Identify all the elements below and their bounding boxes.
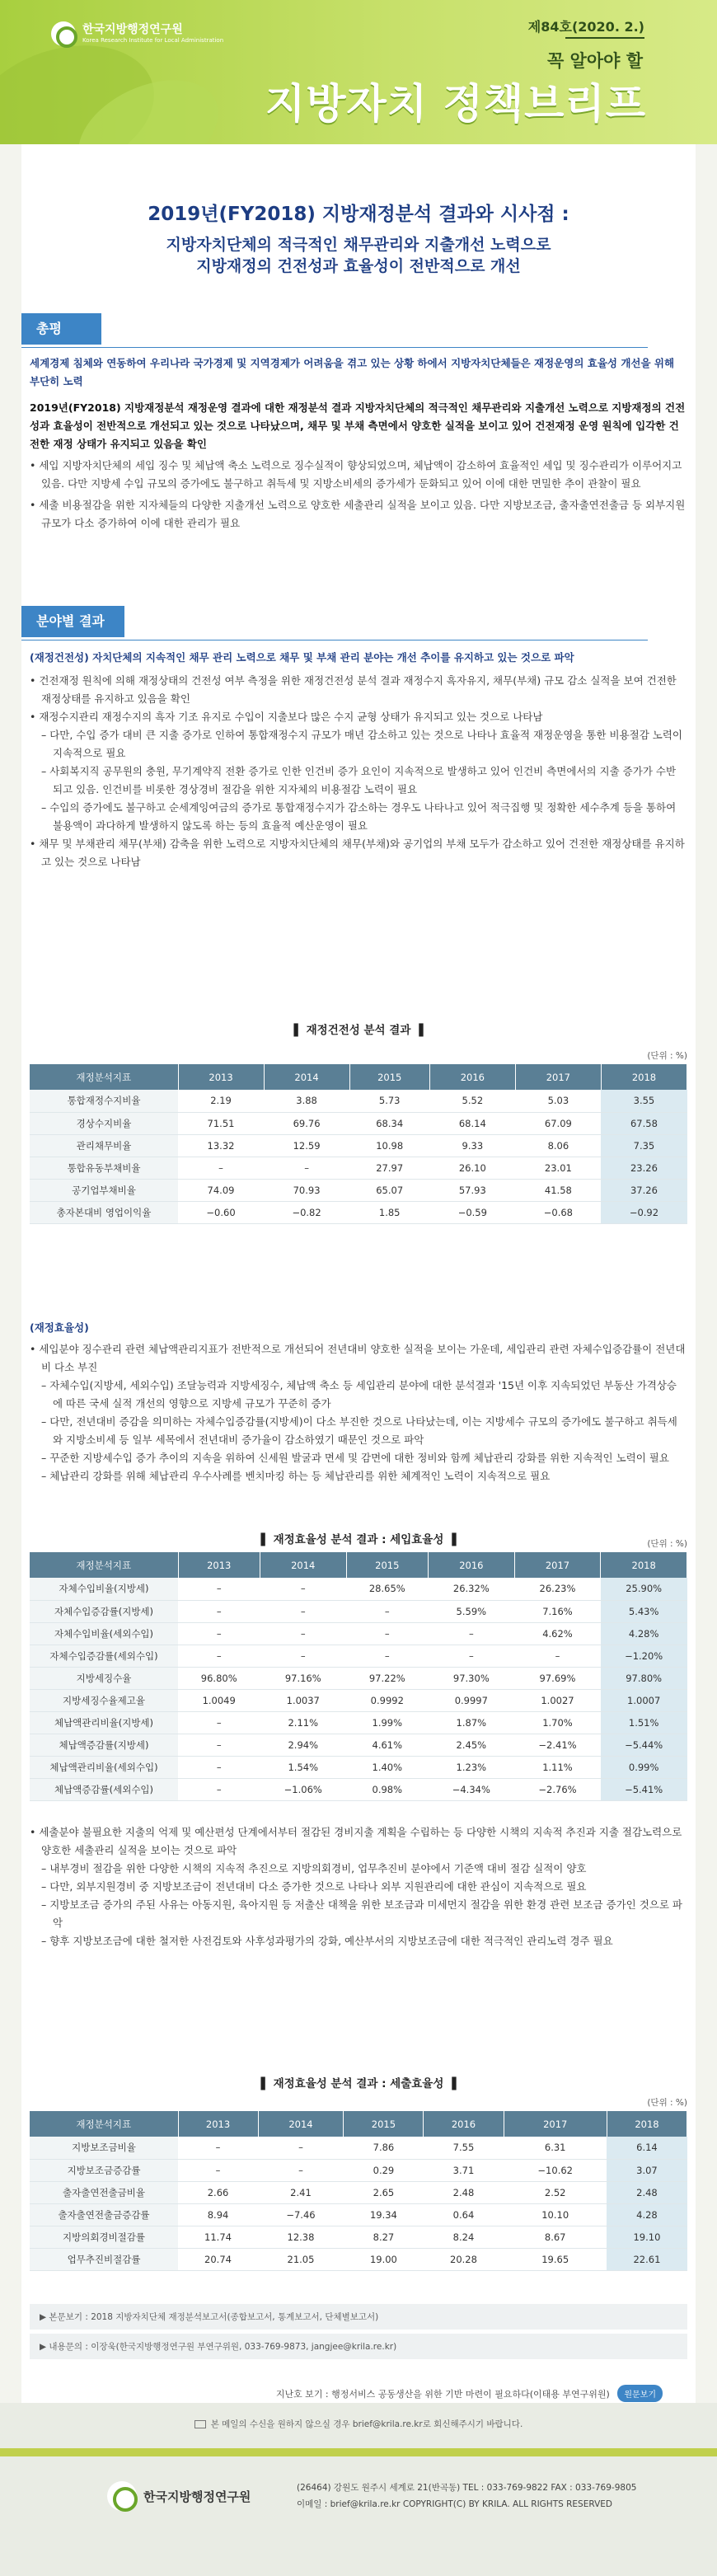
table-cell: – — [178, 1734, 260, 1756]
logo-icon — [107, 2481, 137, 2511]
table-cell: 5.73 — [349, 1090, 429, 1112]
table-cell: 19.65 — [504, 2248, 607, 2270]
table-cell: – — [178, 1578, 260, 1600]
table-cell: – — [178, 1756, 260, 1778]
table-cell: 통합재정수지비율 — [30, 1090, 178, 1112]
table-cell: 1.0007 — [601, 1689, 687, 1711]
org-logo — [51, 21, 223, 46]
table-cell: 37.26 — [601, 1179, 687, 1201]
table-cell: 지방보조금증감률 — [30, 2159, 178, 2181]
table-cell: 25.90% — [601, 1578, 687, 1600]
table-cell: 2.41 — [258, 2181, 344, 2203]
table-cell: 지방보조금비율 — [30, 2137, 178, 2159]
table-cell: 70.93 — [264, 1179, 349, 1201]
table-row — [30, 1734, 687, 1756]
table-cell: 1.0027 — [514, 1689, 601, 1711]
table-row — [30, 1756, 687, 1778]
table-cell: 7.86 — [344, 2137, 424, 2159]
efficiency-dash: – 체납관리 강화를 위해 체납관리 우수사례를 벤치마킹 하는 등 체납관리를 위한 체계적인 노력이 지속적으로 필요 — [41, 1470, 551, 1482]
table-cell: – — [429, 1645, 515, 1667]
column-header: 2016 — [429, 1064, 515, 1090]
footer-copyright: 이메일 : brief@krila.re.kr COPYRIGHT(C) BY KRILA. ALL RIGHTS RESERVED — [297, 2499, 612, 2509]
table-cell: 자체수입증감률(지방세) — [30, 1600, 178, 1622]
summary-lead: 세계경제 침체와 연동하여 우리나라 국가경제 및 지역경제가 어려움을 겪고 있는 상황 하에서 지방자치단체들은 재정운영의 효율성 개선을 위해 부단히 노력 — [30, 357, 675, 387]
column-header: 2018 — [607, 2111, 687, 2137]
table-cell: 97.80% — [601, 1667, 687, 1689]
column-header: 2015 — [349, 1064, 429, 1090]
table-cell: 체납액증감률(세외수입) — [30, 1778, 178, 1800]
efficiency-dash: – 다만, 전년대비 증감을 의미하는 자체수입증감률(지방세)이 다소 부진한 것으로 나타났는데, 이는 지방세수 규모의 증가에도 불구하고 취득세와 지방소비세 등 일부 세목에서 전년대비 증가율이 감소하였기 때문인 것으로 파악 — [41, 1415, 677, 1446]
table-row — [30, 2226, 687, 2248]
table-cell: −0.60 — [178, 1201, 264, 1223]
table-cell: 7.35 — [601, 1134, 687, 1157]
revenue-efficiency-table — [30, 1552, 687, 1801]
table-cell: 22.61 — [607, 2248, 687, 2270]
table-row — [30, 1622, 687, 1645]
column-header: 2017 — [504, 2111, 607, 2137]
efficiency-dash: – 자체수입(지방세, 세외수입) 조달능력과 지방세징수, 체납액 축소 등 세입관리 분야에 대한 분석결과 '15년 이후 지속되었던 부동산 가격상승에 따른 국세 실적 개선의 영향으로 지방세 규모가 꾸준히 증가 — [41, 1379, 677, 1410]
table-cell: 19.34 — [344, 2203, 424, 2226]
table-cell: 23.26 — [601, 1157, 687, 1179]
table-cell: 1.51% — [601, 1711, 687, 1734]
table-row — [30, 1201, 687, 1223]
efficiency-dash: – 꾸준한 지방세수입 증가 추이의 지속을 위하여 신세원 발굴과 면세 및 감면에 대한 정비와 함께 체납관리 강화를 위한 지속적인 노력이 필요 — [41, 1452, 669, 1464]
column-header: 재정분석지표 — [30, 1064, 178, 1090]
results-dash: – 사회복지직 공무원의 충원, 무기계약직 전환 증가로 인한 인건비 증가 요인이 지속적으로 발생하고 있어 인건비 측면에서의 지출 증가가 수반되고 있음. 인건비를 비롯한 경상경비 절감을 위한 지자체의 비용절감 노력이 필요 — [41, 765, 677, 795]
results-dash: – 수입의 증가에도 불구하고 순세계잉여금의 증가로 통합재정수지가 감소하는 경우도 나타나고 있어 적극집행 및 정확한 세수추계 등을 통하여 불용액이 과다하게 발생하지 않도록 하는 등의 효율적 예산운영이 필요 — [41, 801, 677, 832]
header-title: 지방자치 정책브리프 — [265, 80, 646, 128]
expenditure-dash: – 내부경비 절감을 위한 다양한 시책의 지속적 추진으로 지방의회경비, 업무추진비 분야에서 기준액 대비 절감 실적이 양호 — [41, 1862, 587, 1875]
section-summary-label: 총평 — [21, 313, 101, 345]
table-cell: 4.28% — [601, 1622, 687, 1645]
table-cell: 8.24 — [424, 2226, 504, 2248]
table-row — [30, 2181, 687, 2203]
column-header: 2015 — [346, 1552, 428, 1578]
table-cell: 통합유동부채비율 — [30, 1157, 178, 1179]
table-cell: 57.93 — [429, 1179, 515, 1201]
table-cell: 74.09 — [178, 1179, 264, 1201]
results-bullet: • 재정수지관리 재정수지의 흑자 기조 유지로 수입이 지출보다 많은 수지 균형 상태가 유지되고 있는 것으로 나타남 — [30, 711, 543, 723]
view-original-button[interactable]: 원문보기 — [617, 2385, 663, 2402]
table-cell: 0.99% — [601, 1756, 687, 1778]
table-cell: 8.06 — [515, 1134, 601, 1157]
table-cell: – — [260, 1578, 346, 1600]
table-cell: 2.45% — [429, 1734, 515, 1756]
table-cell: 체납액관리비율(세외수입) — [30, 1756, 178, 1778]
table-cell: 2.65 — [344, 2181, 424, 2203]
table-cell: 97.30% — [429, 1667, 515, 1689]
table-cell: – — [346, 1645, 428, 1667]
table-cell: 6.14 — [607, 2137, 687, 2159]
table-cell: – — [258, 2159, 344, 2181]
table-row — [30, 1157, 687, 1179]
footer-bar — [0, 2448, 717, 2456]
table-cell: 67.09 — [515, 1112, 601, 1134]
unsubscribe-note — [0, 2418, 717, 2430]
column-header: 재정분석지표 — [30, 2111, 178, 2137]
results-lead: (재정건전성) 자치단체의 지속적인 채무 관리 노력으로 채무 및 부채 관리 분야는 개선 추이를 유지하고 있는 것으로 파악 — [30, 651, 574, 664]
table-cell: 4.28 — [607, 2203, 687, 2226]
issue-number: 제84호(2020. 2.) — [527, 19, 644, 35]
table-cell: 96.80% — [178, 1667, 260, 1689]
table-row — [30, 1667, 687, 1689]
table-row — [30, 1179, 687, 1201]
table-cell: 1.70% — [514, 1711, 601, 1734]
table-row — [30, 1600, 687, 1622]
table-cell: 3.07 — [607, 2159, 687, 2181]
table-cell: −7.46 — [258, 2203, 344, 2226]
table-cell: – — [178, 1711, 260, 1734]
table-cell: 1.0049 — [178, 1689, 260, 1711]
column-header: 2014 — [260, 1552, 346, 1578]
summary-bullet: • 세입 지방자치단체의 세입 징수 및 체납액 축소 노력으로 징수실적이 향상되었으며, 체납액이 감소하여 효율적인 세입 및 징수관리가 이루어지고 있음. 다만 지방세 수입 규모의 증가에도 불구하고 취득세 및 지방소비세의 증가세가 둔화되고 있어 이에 대한 면밀한 추이 관찰이 필요 — [30, 459, 682, 490]
table-cell: 출자출연전출금비율 — [30, 2181, 178, 2203]
table-cell: 5.43% — [601, 1600, 687, 1622]
table-cell: 10.98 — [349, 1134, 429, 1157]
table-cell: – — [264, 1157, 349, 1179]
mail-icon — [194, 2420, 206, 2428]
table-cell: 1.99% — [346, 1711, 428, 1734]
table-cell: 28.65% — [346, 1578, 428, 1600]
table-cell: 19.10 — [607, 2226, 687, 2248]
table-cell: 69.76 — [264, 1112, 349, 1134]
table-row — [30, 1134, 687, 1157]
table-cell: 4.61% — [346, 1734, 428, 1756]
table-row — [30, 2159, 687, 2181]
table-cell: 97.22% — [346, 1667, 428, 1689]
table-cell: – — [346, 1600, 428, 1622]
header-kicker: 꼭 알아야 할 — [546, 51, 643, 71]
column-header: 2013 — [178, 2111, 258, 2137]
column-header: 2014 — [258, 2111, 344, 2137]
table-cell: 지방세징수율 — [30, 1667, 178, 1689]
table-cell: 12.38 — [258, 2226, 344, 2248]
table-cell: −0.82 — [264, 1201, 349, 1223]
column-header: 2014 — [264, 1064, 349, 1090]
table-cell: 21.05 — [258, 2248, 344, 2270]
table-cell: 2.48 — [424, 2181, 504, 2203]
table-cell: 71.51 — [178, 1112, 264, 1134]
table-cell: −0.92 — [601, 1201, 687, 1223]
table-cell: 23.01 — [515, 1157, 601, 1179]
table-row — [30, 2248, 687, 2270]
table-unit: (단위 : %) — [647, 1051, 687, 1061]
table-cell: 8.27 — [344, 2226, 424, 2248]
table-cell: – — [260, 1600, 346, 1622]
table-cell: 경상수지비율 — [30, 1112, 178, 1134]
org-name: 한국지방행정연구원 — [82, 23, 183, 36]
header-banner — [0, 0, 717, 144]
table-caption: ▌ 재정건전성 분석 결과 ▐ — [293, 1024, 424, 1037]
table-cell: −4.34% — [429, 1778, 515, 1800]
footer-logo — [107, 2481, 251, 2511]
table-cell: 0.9992 — [346, 1689, 428, 1711]
expenditure-bullet: • 세출분야 불필요한 지출의 억제 및 예산편성 단계에서부터 절감된 경비지출 계획을 수립하는 등 다양한 시책의 지속적 추진과 지출 절감노력으로 양호한 세출관리 실적을 보이는 것으로 파악 — [30, 1826, 682, 1856]
table-cell: 7.55 — [424, 2137, 504, 2159]
table-cell: 0.98% — [346, 1778, 428, 1800]
previous-issue-text: 지난호 보기 : 행정서비스 공동생산을 위한 기반 마련이 필요하다(이태용 부연구위원) — [275, 2389, 610, 2400]
table-cell: – — [346, 1622, 428, 1645]
table-row — [30, 1778, 687, 1800]
table-cell: 6.31 — [504, 2137, 607, 2159]
table-cell: 8.67 — [504, 2226, 607, 2248]
table-cell: 1.23% — [429, 1756, 515, 1778]
table-row — [30, 1711, 687, 1734]
efficiency-lead: (재정효율성) — [30, 1321, 89, 1334]
table-cell: 11.74 — [178, 2226, 258, 2248]
table-cell: 2.48 — [607, 2181, 687, 2203]
expenditure-dash: – 지방보조금 증가의 주된 사유는 아동지원, 육아지원 등 저출산 대책을 위한 보조금과 미세먼지 절감을 위한 환경 관련 보조금 증가인 것으로 파악 — [41, 1898, 682, 1929]
footer-org-name: 한국지방행정연구원 — [143, 2489, 251, 2504]
table-cell: 68.14 — [429, 1112, 515, 1134]
summary-bullet: • 세출 비용절감을 위한 지자체들의 다양한 지출개선 노력으로 양호한 세출관리 실적을 보이고 있음. 다만 지방보조금, 출자출연전출금 등 외부지원규모가 다소 증가하여 이에 대한 관리가 필요 — [30, 499, 686, 529]
table-caption: ▌ 재정효율성 분석 결과 : 세출효율성 ▐ — [260, 2077, 457, 2090]
table-cell: 1.40% — [346, 1756, 428, 1778]
table-cell: 1.0037 — [260, 1689, 346, 1711]
column-header: 2015 — [344, 2111, 424, 2137]
table-cell: −5.41% — [601, 1778, 687, 1800]
results-dash: – 다만, 수입 증가 대비 큰 지출 증가로 인하여 통합재정수지 규모가 매년 감소하고 있는 것으로 나타나 효율적 재정운영을 통한 비용절감 노력이 지속적으로 필요 — [41, 729, 682, 759]
table-cell: −0.59 — [429, 1201, 515, 1223]
table-cell: 67.58 — [601, 1112, 687, 1134]
table-cell: 8.94 — [178, 2203, 258, 2226]
table-cell: 자체수입증감률(세외수입) — [30, 1645, 178, 1667]
table-row — [30, 1578, 687, 1600]
table-unit: (단위 : %) — [647, 1539, 687, 1549]
column-header: 2018 — [601, 1064, 687, 1090]
table-cell: −2.41% — [514, 1734, 601, 1756]
table-cell: 체납액관리비율(지방세) — [30, 1711, 178, 1734]
table-cell: 업무추진비절감률 — [30, 2248, 178, 2270]
table-cell: 5.03 — [515, 1090, 601, 1112]
table-cell: 97.16% — [260, 1667, 346, 1689]
table-cell: 공기업부채비율 — [30, 1179, 178, 1201]
table-cell: 관리채무비율 — [30, 1134, 178, 1157]
table-cell: 19.00 — [344, 2248, 424, 2270]
column-header: 재정분석지표 — [30, 1552, 178, 1578]
soundness-table — [30, 1064, 687, 1224]
table-cell: −10.62 — [504, 2159, 607, 2181]
table-cell: 2.66 — [178, 2181, 258, 2203]
table-cell: 2.19 — [178, 1090, 264, 1112]
table-cell: 지방세징수율제고율 — [30, 1689, 178, 1711]
table-cell: – — [514, 1645, 601, 1667]
table-cell: 0.29 — [344, 2159, 424, 2181]
previous-issue — [21, 2385, 696, 2402]
table-cell: 20.28 — [424, 2248, 504, 2270]
footer-info — [297, 2480, 636, 2513]
main-content — [21, 144, 696, 2403]
table-cell: 2.52 — [504, 2181, 607, 2203]
table-cell: 41.58 — [515, 1179, 601, 1201]
section-results-label: 분야별 결과 — [21, 606, 124, 637]
table-cell: 20.74 — [178, 2248, 258, 2270]
table-cell: −0.68 — [515, 1201, 601, 1223]
table-cell: 출자출연전출금증감률 — [30, 2203, 178, 2226]
column-header: 2018 — [601, 1552, 687, 1578]
doc-title: 2019년(FY2018) 지방재정분석 결과와 시사점 : — [148, 204, 569, 225]
table-cell: – — [260, 1622, 346, 1645]
table-row — [30, 1689, 687, 1711]
table-cell: 5.59% — [429, 1600, 515, 1622]
column-header: 2017 — [514, 1552, 601, 1578]
table-cell: 27.97 — [349, 1157, 429, 1179]
table-cell: – — [178, 2137, 258, 2159]
table-cell: −1.06% — [260, 1778, 346, 1800]
table-cell: 13.32 — [178, 1134, 264, 1157]
table-cell: 9.33 — [429, 1134, 515, 1157]
table-cell: −2.76% — [514, 1778, 601, 1800]
table-row — [30, 1645, 687, 1667]
table-cell: 2.94% — [260, 1734, 346, 1756]
table-unit: (단위 : %) — [647, 2098, 687, 2108]
table-cell: – — [178, 2159, 258, 2181]
column-header: 2017 — [515, 1064, 601, 1090]
table-cell: 체납액증감률(지방세) — [30, 1734, 178, 1756]
table-cell: 3.71 — [424, 2159, 504, 2181]
table-cell: – — [178, 1622, 260, 1645]
table-cell: – — [429, 1622, 515, 1645]
table-cell: 26.32% — [429, 1578, 515, 1600]
contact-note: ▶ 내용문의 : 이장욱(한국지방행정연구원 부연구위원, 033-769-9873, jangjee@krila.re.kr) — [30, 2334, 687, 2359]
divider — [565, 37, 644, 39]
summary-para: 2019년(FY2018) 지방재정분석 재정운영 결과에 대한 재정분석 결과 지방자치단체의 적극적인 채무관리와 지출개선 노력으로 지방재정의 건전성과 효율성이 전반적으로 개선되고 있는 것으로 나타났으며, 채무 및 부채 측면에서 양호한 실적을 보이고 있어 건전재정 운영 원칙에 입각한 건전한 재정 상태가 유지되고 있음을 확인 — [30, 401, 686, 450]
results-bullet: • 건전재정 원칙에 의해 재정상태의 건전성 여부 측정을 위한 재정건전성 분석 결과 재정수지 흑자유지, 채무(부채) 규모 감소 실적을 보여 건전한 재정상태를 유지하고 있음을 확인 — [30, 674, 677, 705]
footer — [0, 2403, 717, 2576]
doc-subtitle-line: 지방자치단체의 적극적인 채무관리와 지출개선 노력으로 — [166, 236, 551, 254]
table-cell: 7.16% — [514, 1600, 601, 1622]
results-bullet: • 채무 및 부채관리 채무(부채) 감축을 위한 노력으로 지방자치단체의 채무(부채)와 공기업의 부채 모두가 감소하고 있어 건전한 재정상태를 유지하고 있는 것으로 나타남 — [30, 838, 685, 868]
table-cell: 26.10 — [429, 1157, 515, 1179]
expenditure-dash: – 다만, 외부지원경비 중 지방보조금이 전년대비 다소 증가한 것으로 나타나 외부 지원관리에 대한 관심이 지속적으로 필요 — [41, 1880, 587, 1893]
expenditure-dash: – 향후 지방보조금에 대한 철저한 사전검토와 사후성과평가의 강화, 예산부서의 지방보조금에 대한 적극적인 관리노력 경주 필요 — [41, 1935, 613, 1947]
table-cell: 5.52 — [429, 1090, 515, 1112]
table-cell: – — [258, 2137, 344, 2159]
table-cell: 1.87% — [429, 1711, 515, 1734]
table-cell: 97.69% — [514, 1667, 601, 1689]
table-row — [30, 1112, 687, 1134]
table-cell: 12.59 — [264, 1134, 349, 1157]
org-eng-name: Korea Research Institute for Local Administration — [82, 37, 224, 44]
table-row — [30, 1090, 687, 1112]
logo-icon — [51, 21, 76, 46]
table-row — [30, 2137, 687, 2159]
table-cell: 4.62% — [514, 1622, 601, 1645]
table-cell: 1.11% — [514, 1756, 601, 1778]
table-cell: 자체수입비율(지방세) — [30, 1578, 178, 1600]
table-cell: 0.9997 — [429, 1689, 515, 1711]
table-cell: 2.11% — [260, 1711, 346, 1734]
table-cell: 65.07 — [349, 1179, 429, 1201]
table-cell: – — [178, 1600, 260, 1622]
table-cell: −5.44% — [601, 1734, 687, 1756]
table-row — [30, 2203, 687, 2226]
table-cell: 3.55 — [601, 1090, 687, 1112]
doc-subtitle-line: 지방재정의 건전성과 효율성이 전반적으로 개선 — [196, 257, 521, 275]
source-note: ▶ 본문보기 : 2018 지방자치단체 재정분석보고서(종합보고서, 통계보고서, 단체별보고서) — [30, 2304, 687, 2330]
table-cell: 3.88 — [264, 1090, 349, 1112]
table-cell: 지방의회경비절감률 — [30, 2226, 178, 2248]
footer-address: (26464) 강원도 원주시 세계로 21(반곡동) TEL : 033-769-9822 FAX : 033-769-9805 — [297, 2483, 637, 2493]
table-cell: 총자본대비 영업이익율 — [30, 1201, 178, 1223]
column-header: 2016 — [429, 1552, 515, 1578]
table-cell: – — [178, 1645, 260, 1667]
column-header: 2016 — [424, 2111, 504, 2137]
table-cell: 자체수입비율(세외수입) — [30, 1622, 178, 1645]
doc-subtitle — [21, 234, 696, 277]
table-cell: – — [178, 1778, 260, 1800]
table-cell: 10.10 — [504, 2203, 607, 2226]
table-cell: 1.85 — [349, 1201, 429, 1223]
table-cell: 68.34 — [349, 1112, 429, 1134]
table-cell: – — [178, 1157, 264, 1179]
table-cell: 26.23% — [514, 1578, 601, 1600]
expenditure-efficiency-table — [30, 2111, 687, 2271]
table-cell: 1.54% — [260, 1756, 346, 1778]
table-cell: – — [260, 1645, 346, 1667]
unsubscribe-text: 본 메일의 수신을 원하지 않으실 경우 brief@krila.re.kr로 회신해주시기 바랍니다. — [210, 2419, 523, 2429]
column-header: 2013 — [178, 1064, 264, 1090]
table-caption: ▌ 재정효율성 분석 결과 : 세입효율성 ▐ — [260, 1533, 457, 1546]
table-cell: 0.64 — [424, 2203, 504, 2226]
efficiency-bullet: • 세입분야 징수관리 관련 체납액관리지표가 전반적으로 개선되어 전년대비 양호한 실적을 보이는 가운데, 세입관리 관련 자체수입증감률이 전년대비 다소 부진 — [30, 1343, 686, 1373]
column-header: 2013 — [178, 1552, 260, 1578]
table-cell: −1.20% — [601, 1645, 687, 1667]
